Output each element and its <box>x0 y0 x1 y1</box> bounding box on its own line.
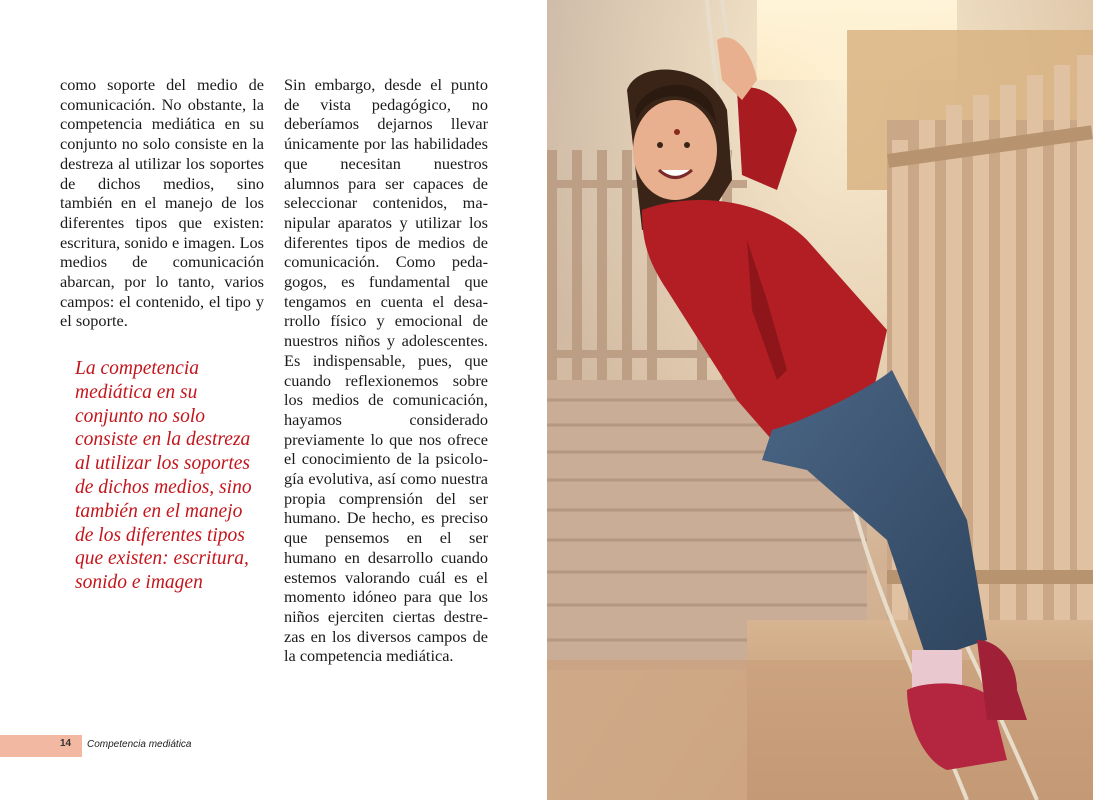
pull-quote: La competencia mediática en su conjunto no solo consiste en la destreza al utilizar los soportes de dichos medios, sino también en el manejo de los diferentes tipos que existen: escritura, sonido e imagen <box>75 358 252 594</box>
body-paragraph-2: Sin embargo, desde el punto de vista pedagógico, no deberíamos dejarnos llevar únicamente por las habilidades que necesitan nuestros alumnos para ser capaces de seleccionar contenidos, manipular aparatos y utilizar los diferentes tipos de medios de comunicación. Como pedagogos, es fundamental que tengamos en cuenta el desarrollo físico y emocional de nuestros niños y adolescentes. Es indispensable, pues, que cuando reflexionemos sobre los medios de comunicación, hayamos considerado previamente lo que nos ofrece el conocimiento de la psicología evolutiva, así como nuestra propia comprensión del ser humano. De hecho, es preciso que pensemos en el ser humano en desarrollo cuando estemos valorando cuál es el momento idóneo para que los niños ejerciten ciertas destrezas en los diversos campos de la competencia mediática. <box>284 75 488 666</box>
running-title: Competencia mediática <box>87 739 192 750</box>
text-column-1 <box>60 75 264 331</box>
page-number: 14 <box>60 738 72 749</box>
body-paragraph-1: como soporte del medio de comunicación. No obstante, la competencia mediática en su conjunto no solo consiste en la destreza al utilizar los soportes de dichos medios, sino también en el manejo de los diferentes tipos que existen: escritura, sonido e imagen. Los medios de comunicación abarcan, por lo tanto, varios campos: el contenido, el tipo y el soporte. <box>60 75 264 331</box>
photo-girl-on-rope-swing <box>547 0 1093 800</box>
right-page-photo <box>547 0 1093 800</box>
text-column-2 <box>284 75 488 666</box>
